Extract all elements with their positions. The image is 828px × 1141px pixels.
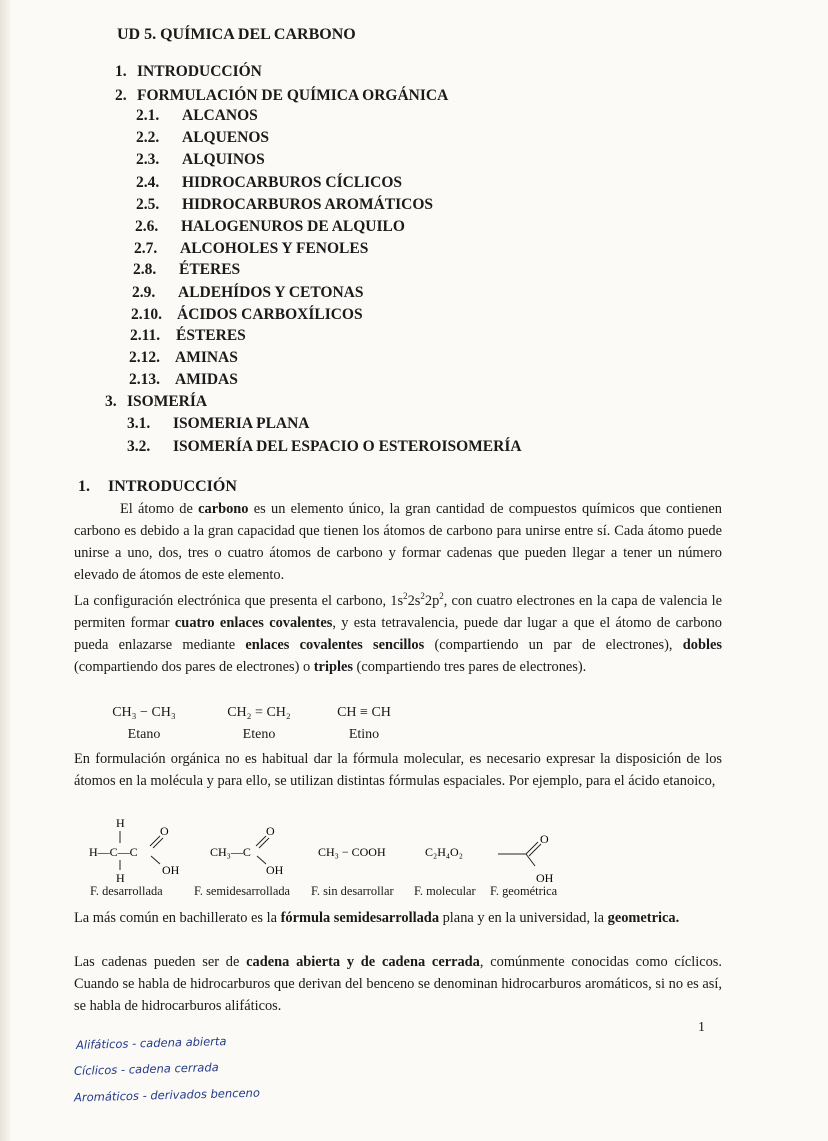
paragraph-spatial-formulas: En formulación orgánica no es habitual dar la fórmula molecular, es necesario expresar la disposición de los átomos en la molécula y para ello, se utilizan distintas fórmulas espaciales. Por ejemplo, para el ácido etanoico, [74, 751, 722, 789]
caption-semi-developed: F. semidesarrollada [194, 884, 291, 898]
svg-text:O: O [266, 824, 275, 838]
handwritten-note: Aromáticos - derivados benceno [73, 1085, 261, 1105]
caption-developed: F. desarrollada [90, 884, 163, 898]
caption-geometric: F. geométrica [490, 884, 558, 898]
toc-item: 1. INTRODUCCIÓN [115, 63, 262, 80]
toc-item: 2.8. ÉTERES [133, 261, 241, 278]
condensed-formula: CH₃ − COOH [318, 845, 386, 859]
molecular-formula: C₂H₄O₂ [425, 845, 463, 859]
document-title: UD 5. QUÍMICA DEL CARBONO [117, 26, 356, 43]
toc-item: 2.11. ÉSTERES [130, 327, 246, 344]
svg-text:O: O [160, 824, 169, 838]
toc-item: 2.9. ALDEHÍDOS Y CETONAS [132, 284, 364, 301]
toc-item: 3.1. ISOMERIA PLANA [127, 415, 310, 432]
paragraph-common-formula: La más común en bachillerato es la fórmula semidesarrollada plana y en la universidad, la geometrica. [74, 910, 680, 926]
svg-text:OH: OH [162, 863, 180, 877]
caption-molecular: F. molecular [414, 884, 476, 898]
toc-item: 2.6. HALOGENUROS DE ALQUILO [135, 218, 405, 235]
svg-text:CH₃—C: CH₃—C [210, 845, 251, 859]
toc-item: 2.5. HIDROCARBUROS AROMÁTICOS [136, 196, 434, 213]
paragraph-carbon: El átomo de carbono es un elemento único, la gran cantidad de compuestos químicos que contienen carbono es debido a la gran capacidad que tienen los átomos de carbono para unirse entre sí. Cada átomo puede unirse a uno, dos, tres o cuatro átomos de carbono y formar cadenas que pueden llegar a tener un número elevado de átomos de este elemento. [74, 501, 722, 583]
toc-item: 2.2. ALQUENOS [136, 129, 269, 146]
paragraph-chains: Las cadenas pueden ser de cadena abierta y de cadena cerrada, comúnmente conocidas como cíclicos. Cuando se habla de hidrocarburos que derivan del benceno se denominan hidrocarburos aromáticos, si no es así, se habla de hidrocarburos alifáticos. [74, 954, 722, 1014]
handwritten-note: Alifáticos - cadena abierta [75, 1034, 227, 1052]
svg-text:OH: OH [266, 863, 284, 877]
svg-text:H—C—C: H—C—C [89, 845, 138, 859]
handwritten-note: Cíclicos - cadena cerrada [73, 1060, 219, 1078]
section-heading: 1. INTRODUCCIÓN [78, 478, 237, 495]
paragraph-electron-config: La configuración electrónica que presenta el carbono, $1s^22s^22p^2$, con cuatro electrones en la capa de valencia le permiten formar cuatro enlaces covalentes, y esta tetravalencia, puede dar lugar a que el átomo de carbono pueda enlazarse mediante enlaces covalentes sencillos (compartiendo un par de electrones), dobles (compartiendo dos pares de electrones) o triples (compartiendo tres pares de electrones). [74, 591, 723, 675]
page-number: 1 [698, 1020, 705, 1035]
svg-text:H: H [116, 816, 125, 830]
toc-item: 3. ISOMERÍA [105, 393, 208, 410]
caption-condensed: F. sin desarrollar [311, 884, 394, 898]
toc-item: 2.7. ALCOHOLES Y FENOLES [134, 240, 369, 257]
svg-text:OH: OH [536, 871, 554, 884]
molecule-ethene: CH₂ = CH₂ Eteno [227, 705, 291, 742]
toc-item: 2.13. AMIDAS [129, 371, 238, 388]
acetic-acid-formulas [80, 812, 720, 884]
geometric-formula [498, 832, 554, 884]
toc-item: 2. FORMULACIÓN DE QUÍMICA ORGÁNICA [115, 87, 449, 104]
toc-item: 2.1. ALCANOS [136, 107, 258, 124]
svg-text:H: H [116, 871, 125, 884]
molecule-ethyne: CH ≡ CH Etino [337, 705, 391, 742]
toc-item: 2.3. ALQUINOS [136, 151, 265, 168]
developed-formula [89, 816, 180, 884]
semi-developed-formula [210, 824, 284, 877]
toc-item: 2.10. ÁCIDOS CARBOXÍLICOS [131, 306, 363, 323]
page-edge-shadow [0, 0, 10, 1141]
toc-item: 3.2. ISOMERÍA DEL ESPACIO O ESTEROISOMERÍA [127, 438, 522, 455]
svg-text:O: O [540, 832, 549, 846]
toc-item: 2.4. HIDROCARBUROS CÍCLICOS [136, 174, 403, 191]
toc-item: 2.12. AMINAS [129, 349, 238, 366]
molecule-ethane: CH₃ − CH₃ Etano [112, 705, 176, 742]
